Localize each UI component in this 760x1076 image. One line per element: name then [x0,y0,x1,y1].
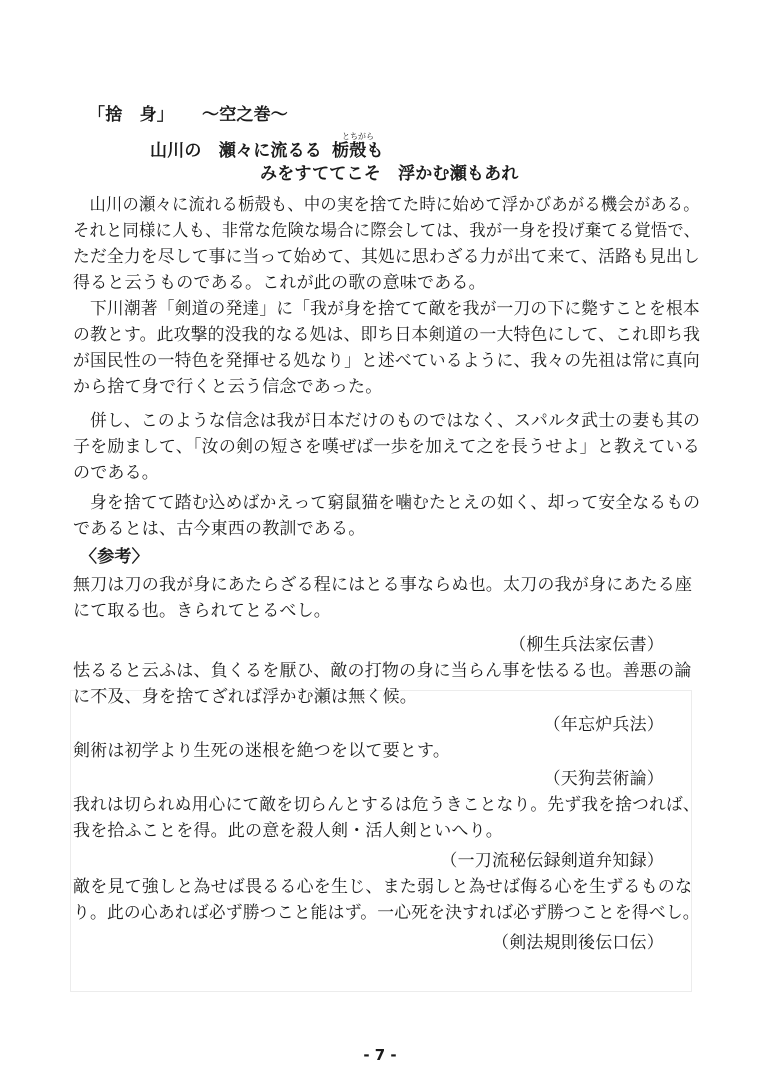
para-2-line-1: 下川潮著「剣道の発達」に「我が身を捨てて敵を我が一刀の下に斃すことを根本 [73,299,700,319]
reference-3-source: （天狗芸術論） [543,769,664,789]
reference-5-line-2: り。此の心あれば必ず勝つこと能はず。一心死を決すれば必ず勝つことを得べし。 [73,903,700,923]
reference-2-line-2: に不及、身を捨てざれば浮かむ瀬は無く候。 [73,687,417,707]
reference-5-source: （剣法規則後伝口伝） [492,933,664,953]
poem-line-1 [150,140,384,162]
para-1-line-2: それと同様に人も、非常な危険な場合に際会しては、我が一身を投げ棄てる覚悟で、 [73,221,701,241]
reference-5-line-1: 敵を見て強しと為せば畏るる心を生じ、また弱しと為せば侮る心を生ずるものな [73,877,693,897]
reference-4-line-1: 我れは切られぬ用心にて敵を切らんとするは危うきことなり。先ず我を捨つれば、 [73,795,700,815]
para-2-line-3: が国民性の一特色を発揮せる処なり」と述べているように、我々の先祖は常に真向 [73,351,700,371]
section-title [88,104,288,126]
title-heading: 「捨 身」 [88,105,174,125]
para-4-line-1: 身を捨てて踏む込めばかえって窮鼠猫を噛むたとえの如く、却って安全なるもの [73,493,701,513]
reference-4-line-2: 我を拾ふことを得。此の意を殺人剣・活人剣といへり。 [73,821,503,841]
reference-1-line-1: 無刀は刀の我が身にあたらざる程にはとる事ならぬ也。太刀の我が身にあたる座 [73,575,693,595]
reference-1-line-2: にて取る也。きられてとるべし。 [73,601,331,621]
poem-line-2: みをすててこそ 浮かむ瀬もあれ [260,164,519,184]
reference-3-line-1: 剣術は初学より生死の迷根を絶つを以て要とす。 [73,741,451,761]
reference-1-source: （柳生兵法家伝書） [509,635,664,655]
poem-line-1-b: 栃殻も [332,141,384,161]
poem-line-1-a: 山川の 瀬々に流るる [150,141,322,161]
reference-heading: 〈参考〉 [80,547,149,567]
para-3-line-3: のである。 [73,463,159,483]
page-number: - 7 - [363,1046,397,1064]
para-2-line-4: から捨て身で行くと云う信念であった。 [73,377,383,397]
para-2-line-2: の教とす。此攻撃的没我的なる処は、即ち日本剣道の一大特色にして、これ即ち我 [73,325,701,345]
para-1-line-1: 山川の瀬々に流れる栃殻も、中の実を捨てた時に始めて浮かびあがる機会がある。 [73,195,700,215]
reference-4-source: （一刀流秘伝録剣道弁知録） [440,851,664,871]
para-3-line-1: 併し、このような信念は我が日本だけのものではなく、スパルタ武士の妻も其の [73,411,701,431]
reference-2-line-1: 怯るると云ふは、負くるを厭ひ、敵の打物の身に当らん事を怯るる也。善悪の論 [73,661,692,681]
para-1-line-4: 得ると云うものである。これが此の歌の意味である。 [73,273,486,293]
para-3-line-2: 子を励まして、「汝の剣の短さを嘆ぜば一歩を加えて之を長うせよ」と教えている [73,437,700,457]
reference-2-source: （年忘炉兵法） [543,715,664,735]
poem-ruby: とちがら [342,132,374,141]
title-subheading: ～空之巻～ [202,105,288,125]
para-4-line-2: であるとは、古今東西の教訓である。 [73,519,366,539]
para-1-line-3: ただ全力を尽して事に当って始めて、其処に思わざる力が出て来て、活路も見出し [73,247,700,267]
